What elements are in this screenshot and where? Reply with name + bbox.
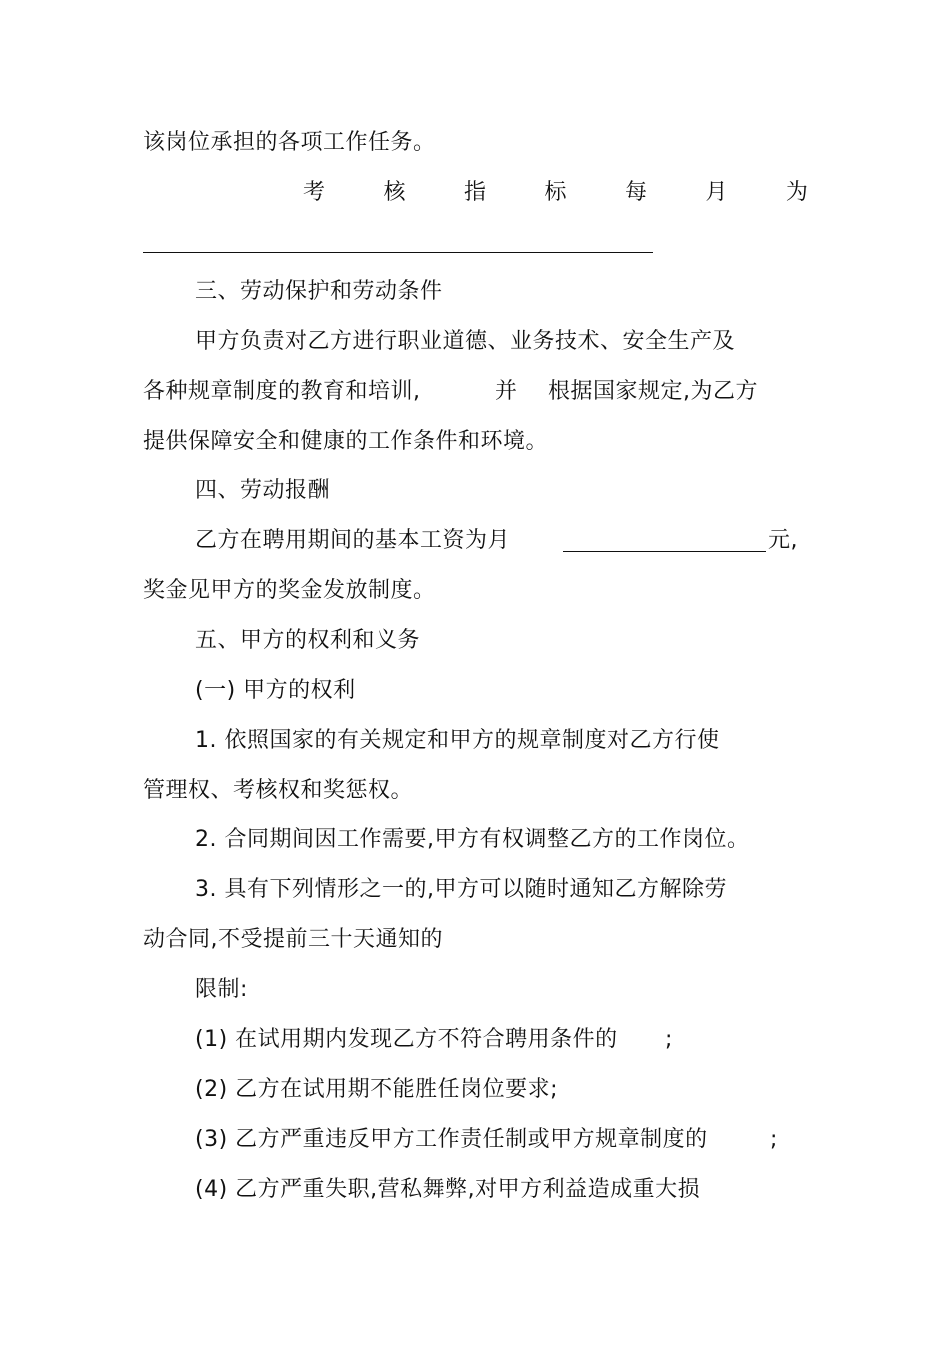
section-title: 四、劳动报酬 bbox=[195, 478, 331, 503]
kpi-char: 指 bbox=[463, 180, 486, 205]
section-title: 五、甲方的权利和义务 bbox=[195, 628, 421, 653]
subsection-title: (一) 甲方的权利 bbox=[195, 678, 356, 703]
text-line: ; bbox=[770, 1127, 778, 1152]
fill-in-blank-line bbox=[143, 252, 653, 253]
kpi-char: 每 bbox=[624, 180, 647, 205]
text-line: 甲方负责对乙方进行职业道德、业务技术、安全生产及 bbox=[195, 329, 736, 354]
clause-item: (2) 乙方在试用期不能胜任岗位要求; bbox=[195, 1077, 559, 1102]
section-title: 三、劳动保护和劳动条件 bbox=[195, 279, 443, 304]
text-line: 各种规章制度的教育和培训, bbox=[143, 379, 421, 404]
text-line: 提供保障安全和健康的工作条件和环境。 bbox=[143, 429, 549, 454]
salary-blank-line bbox=[563, 551, 766, 552]
list-item: 1. 依照国家的有关规定和甲方的规章制度对乙方行使 bbox=[195, 728, 720, 753]
kpi-char: 月 bbox=[705, 180, 728, 205]
text-line: ; bbox=[665, 1027, 673, 1052]
kpi-char: 标 bbox=[544, 180, 567, 205]
text-line: 动合同,不受提前三十天通知的 bbox=[143, 927, 443, 952]
kpi-char: 考 bbox=[303, 180, 326, 205]
text-line: 元, bbox=[768, 528, 798, 553]
text-line: 并 bbox=[495, 379, 518, 404]
list-item: 3. 具有下列情形之一的,甲方可以随时通知乙方解除劳 bbox=[195, 877, 727, 902]
text-line: 根据国家规定,为乙方 bbox=[548, 379, 758, 404]
text-line: 限制: bbox=[195, 977, 248, 1002]
text-line: 该岗位承担的各项工作任务。 bbox=[143, 130, 436, 155]
text-line: 乙方在聘用期间的基本工资为月 bbox=[195, 528, 511, 553]
text-line: 奖金见甲方的奖金发放制度。 bbox=[143, 578, 436, 603]
clause-item: (1) 在试用期内发现乙方不符合聘用条件的 bbox=[195, 1027, 618, 1052]
list-item: 2. 合同期间因工作需要,甲方有权调整乙方的工作岗位。 bbox=[195, 827, 750, 852]
kpi-char: 核 bbox=[383, 180, 406, 205]
kpi-heading bbox=[303, 178, 808, 208]
clause-item: (4) 乙方严重失职,营私舞弊,对甲方利益造成重大损 bbox=[195, 1177, 701, 1202]
clause-item: (3) 乙方严重违反甲方工作责任制或甲方规章制度的 bbox=[195, 1127, 708, 1152]
text-line: 管理权、考核权和奖惩权。 bbox=[143, 778, 414, 803]
kpi-char: 为 bbox=[785, 180, 808, 205]
